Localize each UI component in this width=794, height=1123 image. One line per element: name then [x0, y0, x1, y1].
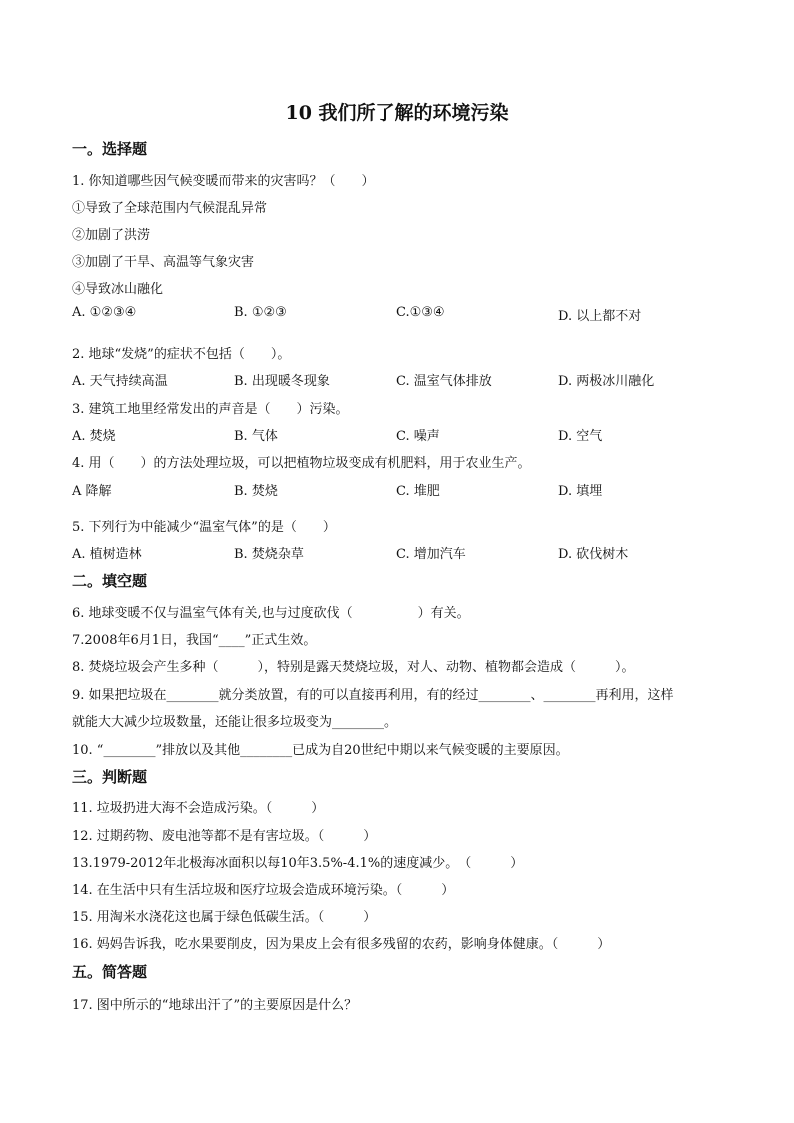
question-1-item: ③加剧了干旱、高温等气象灾害: [72, 255, 255, 270]
question-13: 13.1979-2012年北极海冰面积以每10年3.5%-4.1%的速度减少。 （ ）: [72, 856, 524, 871]
option-a[interactable]: A. 植树造林: [72, 547, 142, 562]
question-2-options: [72, 370, 732, 390]
question-7: 7.2008年6月1日，我国“____”正式生效。: [72, 633, 317, 648]
question-16: 16. 妈妈告诉我，吃水果要削皮，因为果皮上会有很多残留的农药，影响身体健康。（ ）: [72, 937, 611, 952]
option-b[interactable]: B. 气体: [234, 429, 278, 444]
option-d[interactable]: D. 空气: [558, 429, 603, 444]
question-1-stem: 1. 你知道哪些因气候变暖而带来的灾害吗？（ ）: [72, 174, 375, 189]
question-3-options: [72, 425, 732, 445]
question-14: 14. 在生活中只有生活垃圾和医疗垃圾会造成环境污染。（ ）: [72, 883, 455, 898]
page-title: 10 我们所了解的环境污染: [285, 102, 509, 124]
question-4-stem: 4. 用（ ）的方法处理垃圾，可以把植物垃圾变成有机肥料，用于农业生产。: [72, 456, 531, 471]
question-8: 8. 焚烧垃圾会产生多种（ ），特别是露天焚烧垃圾，对人、动物、植物都会造成（ ）。: [72, 660, 635, 675]
question-2-stem: 2. 地球“发烧”的症状不包括（ ）。: [72, 347, 291, 362]
option-c[interactable]: C. 增加汽车: [396, 547, 466, 562]
option-a[interactable]: A. ①②③④: [72, 305, 137, 320]
question-3-stem: 3. 建筑工地里经常发出的声音是（ ）污染。: [72, 402, 349, 417]
option-d[interactable]: D. 砍伐树木: [558, 547, 629, 562]
option-b[interactable]: B. 焚烧杂草: [234, 547, 304, 562]
question-1-item: ②加剧了洪涝: [72, 228, 151, 243]
question-12: 12. 过期药物、废电池等都不是有害垃圾。（ ）: [72, 829, 377, 844]
question-1-item: ①导致了全球范围内气候混乱异常: [72, 201, 268, 216]
question-10: 10. “________”排放以及其他________已成为自20世纪中期以来气候变暖的主要原因。: [72, 743, 569, 758]
option-c[interactable]: C. 噪声: [396, 429, 440, 444]
option-b[interactable]: B. 出现暖冬现象: [234, 374, 330, 389]
option-b[interactable]: B. 焚烧: [234, 484, 278, 499]
option-c[interactable]: C. 堆肥: [396, 484, 440, 499]
section-heading-true-false: 三。判断题: [72, 768, 148, 786]
option-a[interactable]: A. 焚烧: [72, 429, 116, 444]
question-9-line-2: 就能大大减少垃圾数量，还能让很多垃圾变为________。: [72, 715, 398, 730]
question-11: 11. 垃圾扔进大海不会造成污染。（ ）: [72, 801, 325, 816]
question-15: 15. 用淘米水浇花这也属于绿色低碳生活。（ ）: [72, 910, 377, 925]
option-c[interactable]: C. 温室气体排放: [396, 374, 492, 389]
option-d[interactable]: D. 填埋: [558, 484, 603, 499]
option-d[interactable]: D. 两极冰川融化: [558, 374, 655, 389]
question-17: 17. 图中所示的“地球出汗了”的主要原因是什么？: [72, 998, 358, 1013]
question-5-options: [72, 543, 732, 563]
option-a[interactable]: A. 天气持续高温: [72, 374, 168, 389]
question-6: 6. 地球变暖不仅与温室气体有关,也与过度砍伐（ ）有关。: [72, 606, 470, 621]
question-9-line-1: 9. 如果把垃圾在________就分类放置，有的可以直接再利用，有的经过________、________再利用，这样: [72, 688, 674, 703]
section-heading-short-answer: 五。简答题: [72, 963, 148, 981]
option-a[interactable]: A 降解: [72, 484, 112, 499]
section-heading-fill-in: 二。填空题: [72, 572, 148, 590]
question-4-options: [72, 480, 732, 500]
option-d[interactable]: D. 以上都不对: [558, 309, 642, 324]
option-c[interactable]: C.①③④: [396, 305, 445, 320]
section-heading-multiple-choice: 一。选择题: [72, 140, 148, 158]
question-1-options: [72, 305, 732, 325]
question-1-item: ④导致冰山融化: [72, 282, 164, 297]
option-b[interactable]: B. ①②③: [234, 305, 287, 320]
question-5-stem: 5. 下列行为中能减少“温室气体”的是（ ）: [72, 520, 336, 535]
